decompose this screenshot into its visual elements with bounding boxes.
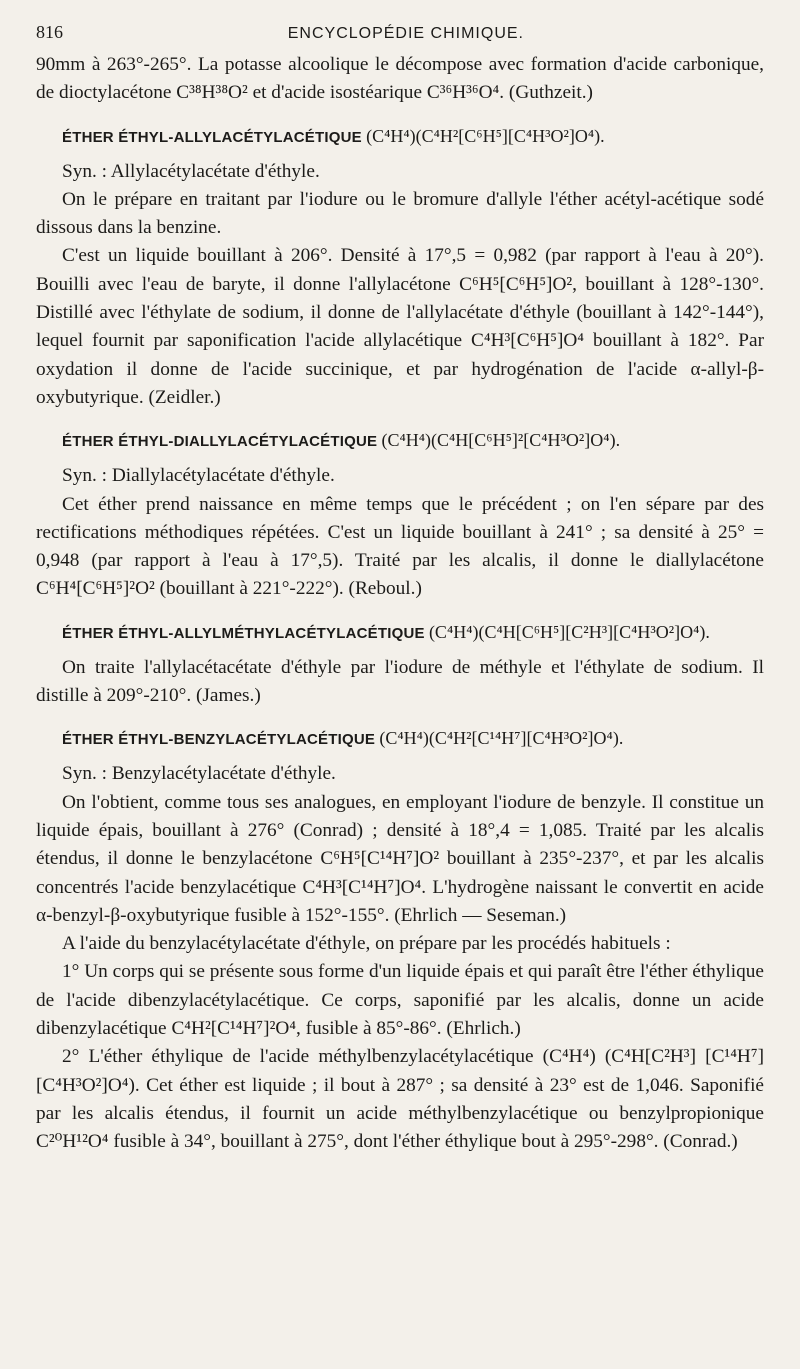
page-number: 816: [36, 22, 63, 42]
heading-title: ÉTHER ÉTHYL-DIALLYLACÉTYLACÉTIQUE: [62, 433, 378, 451]
paragraph: Syn. : Diallylacétylacétate d'éthyle.: [62, 465, 335, 487]
paragraph: 1° Un corps qui se présente sous forme d'un liquide épais et qui paraît être l'éther éthylique de l'acide dibenzylacétylacétique. Ce corps, saponifié par les alcalis, donne un acide dibenzylacétique C⁴H²[C¹⁴H⁷]²O⁴, fusible à 85°-86°. (Ehrlich.): [36, 961, 764, 1040]
paragraph: C'est un liquide bouillant à 206°. Densité à 17°,5 = 0,982 (par rapport à l'eau à 20°). Bouilli avec l'eau de baryte, il donne l'allylacétone C⁶H⁵[C⁶H⁵]O², bouillant à 128°-130°. Distillé avec l'éthylate de sodium, il donne de l'allylacétate d'éthyle (bouillant à 142°-144°), lequel fournit par saponification l'acide allylacétique C⁴H³[C⁶H⁵]O⁴ bouillant à 182°. Par oxydation il donne de l'acide succinique, et par hydrogénation de l'acide α-allyl-β-oxybutyrique. (Zeidler.): [36, 245, 764, 408]
running-title: ENCYCLOPÉDIE CHIMIQUE.: [287, 25, 524, 42]
heading-title: ÉTHER ÉTHYL-ALLYLMÉTHYLACÉTYLACÉTIQUE: [62, 624, 425, 642]
paragraph: On le prépare en traitant par l'iodure ou le bromure d'allyle l'éther acétyl-acétique sodé dissous dans la benzine.: [36, 188, 764, 239]
section-heading: [36, 122, 764, 152]
paragraph: 2° L'éther éthylique de l'acide méthylbenzylacétylacétique (C⁴H⁴) (C⁴H[C²H³] [C¹⁴H⁷][C⁴H³O²]O⁴). Cet éther est liquide ; il bout à 287° ; sa densité à 23° est de 1,046. Saponifié par les alcalis étendus, il fournit un acide méthylbenzylacétique ou benzylpropionique C²⁰H¹²O⁴ fusible à 34°, bouillant à 275°, dont l'éther éthylique bout à 295°-298°. (Conrad.): [36, 1046, 764, 1153]
heading-formula: (C⁴H⁴)(C⁴H²[C⁶H⁵][C⁴H³O²]O⁴).: [366, 125, 605, 146]
page-header: [36, 22, 764, 43]
heading-title: ÉTHER ÉTHYL-BENZYLACÉTYLACÉTIQUE: [62, 731, 376, 749]
heading-formula: (C⁴H⁴)(C⁴H[C⁶H⁵][C²H³][C⁴H³O²]O⁴).: [428, 621, 710, 642]
paragraph: A l'aide du benzylacétylacétate d'éthyle, on prépare par les procédés habituels :: [62, 933, 671, 955]
paragraph: Syn. : Allylacétylacétate d'éthyle.: [62, 160, 320, 182]
heading-formula: (C⁴H⁴)(C⁴H²[C¹⁴H⁷][C⁴H³O²]O⁴).: [379, 728, 624, 749]
paragraph: On traite l'allylacétacétate d'éthyle par l'iodure de méthyle et l'éthylate de sodium. Il distille à 209°-210°. (James.): [36, 656, 764, 707]
paragraph: On l'obtient, comme tous ses analogues, en employant l'iodure de benzyle. Il constitue un liquide épais, bouillant à 276° (Conrad) ; densité à 18°,4 = 1,085. Traité par les alcalis étendus, il donne le benzylacétone C⁶H⁵[C¹⁴H⁷]O² bouillant à 235°-237°, et par les alcalis concentrés l'acide benzylacétique C⁴H³[C¹⁴H⁷]O⁴. L'hydrogène naissant le convertit en acide α-benzyl-β-oxybutyrique fusible à 152°-155°. (Ehrlich — Seseman.): [36, 791, 764, 926]
paragraph: Syn. : Benzylacétylacétate d'éthyle.: [62, 763, 336, 785]
section-heading: [36, 426, 764, 456]
section-heading: [36, 618, 764, 648]
paragraph: 90mm à 263°-265°. La potasse alcoolique le décompose avec formation d'acide carbonique, de dioctylacétone C³⁸H³⁸O² et d'acide isostéarique C³⁶H³⁶O⁴. (Guthzeit.): [36, 54, 764, 104]
heading-title: ÉTHER ÉTHYL-ALLYLACÉTYLACÉTIQUE: [62, 128, 362, 146]
heading-formula: (C⁴H⁴)(C⁴H[C⁶H⁵]²[C⁴H³O²]O⁴).: [381, 430, 621, 451]
section-heading: [36, 724, 764, 754]
paragraph: Cet éther prend naissance en même temps que le précédent ; on l'en sépare par des rectifications méthodiques répétées. C'est un liquide bouillant à 241° ; sa densité à 25° = 0,948 (par rapport à l'eau à 17°,5). Traité par les alcalis, il donne le diallylacétone C⁶H⁴[C⁶H⁵]²O² (bouillant à 221°-222°). (Reboul.): [36, 493, 764, 600]
